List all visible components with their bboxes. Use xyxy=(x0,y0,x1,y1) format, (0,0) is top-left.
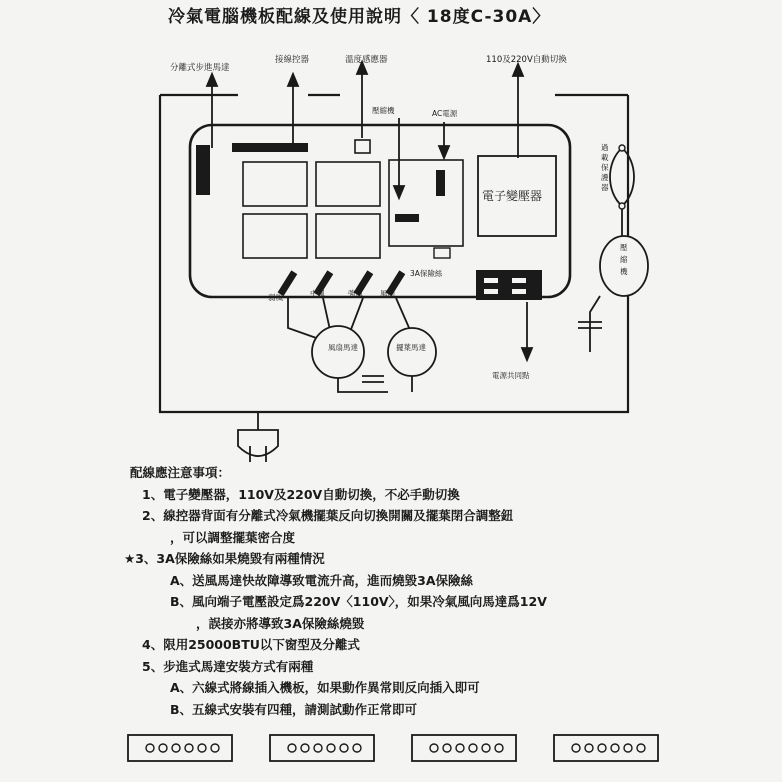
label-fan-motor: 風扇馬達 xyxy=(328,343,358,352)
label-fuse: 3A保險絲 xyxy=(410,269,443,278)
terminal-slot-3 xyxy=(484,289,498,294)
power-plug xyxy=(238,430,278,456)
wire-high xyxy=(350,298,363,332)
label-swing-motor: 擺葉馬達 xyxy=(396,343,426,352)
connector-1-pin xyxy=(185,744,193,752)
label-auto-switch: 110及220V自動切換 xyxy=(486,55,567,65)
connector-3-pin xyxy=(456,744,464,752)
document-title: 冷氣電腦機板配線及使用說明〈 18度C-30A〉 xyxy=(168,7,551,27)
connector-2-pin xyxy=(353,744,361,752)
relay-block-4 xyxy=(316,214,380,258)
label-ac-power: AC電源 xyxy=(432,109,458,118)
note-3b: B、風向端子電壓設定爲220V〈110V〉，如果冷氣風向馬達爲12V xyxy=(170,594,547,609)
connector-1-pin xyxy=(198,744,206,752)
overload-terminal-1 xyxy=(619,145,625,151)
stepper-arrow xyxy=(207,74,217,86)
connector-2-pin xyxy=(288,744,296,752)
star-icon: ★ xyxy=(124,551,136,566)
connector-4-pin xyxy=(585,744,593,752)
label-overload: 過載保護器 xyxy=(601,143,609,192)
wire-low xyxy=(288,298,322,340)
note-3c: ，誤接亦將導致3A保險絲燒毀 xyxy=(196,615,365,631)
connector-3-pin xyxy=(430,744,438,752)
connector-diagrams xyxy=(128,735,658,761)
label-stepper: 分離式步進馬達 xyxy=(170,63,230,73)
swing-motor xyxy=(388,328,436,376)
label-controller: 接線控器 xyxy=(275,55,310,65)
terminal-strip xyxy=(476,270,542,300)
label-compressor: 壓縮機 xyxy=(620,243,628,276)
label-direction: 風向 xyxy=(380,289,395,298)
connector-1-pin xyxy=(159,744,167,752)
connector-4-pin xyxy=(637,744,645,752)
fuse-block xyxy=(434,248,450,258)
connector-4-pin xyxy=(611,744,619,752)
note-2: 2、線控器背面有分離式冷氣機擺葉反向切換開關及擺葉閉合調整鈕 xyxy=(142,508,514,523)
connector-4-pin xyxy=(598,744,606,752)
connector-2-pin xyxy=(314,744,322,752)
connector-3-pin xyxy=(469,744,477,752)
fan-motor xyxy=(312,326,364,378)
wiring-notes xyxy=(124,462,690,720)
wire-fan-common xyxy=(338,378,388,392)
connector-2-pin xyxy=(301,744,309,752)
note-3-text: 3、3A保險絲如果燒毀有兩種情況 xyxy=(135,551,325,566)
connector-1-pin xyxy=(146,744,154,752)
compressor-relay xyxy=(389,160,463,246)
stepper-connector xyxy=(196,145,210,195)
auto-switch-arrow xyxy=(513,64,523,76)
note-5a: A、六線式將線插入機板，如果動作異常則反向插入即可 xyxy=(170,680,480,695)
label-low: 弱風 xyxy=(268,293,283,302)
terminal-slot-1 xyxy=(484,278,498,283)
relay-block-3 xyxy=(243,214,307,258)
overload-protector xyxy=(610,148,634,206)
notes-heading: 配線應注意事項： xyxy=(130,465,231,480)
connector-3-pin xyxy=(443,744,451,752)
wire-direction xyxy=(396,298,410,330)
connector-2-pin xyxy=(340,744,348,752)
terminal-slot-2 xyxy=(512,278,526,283)
label-temp-sensor: 溫度感應器 xyxy=(345,55,388,65)
connector-1-pin xyxy=(211,744,219,752)
note-5b: B、五線式安裝有四種，請測試動作正常即可 xyxy=(170,701,418,717)
connector-3-pin xyxy=(495,744,503,752)
connector-3-pin xyxy=(482,744,490,752)
connector-2-pin xyxy=(327,744,335,752)
label-transformer: 電子變壓器 xyxy=(482,189,543,203)
note-2-continued: ，可以調整擺葉密合度 xyxy=(170,529,296,545)
note-4: 4、限用25000BTU以下窗型及分離式 xyxy=(142,637,360,652)
controller-arrow xyxy=(288,74,298,86)
connector-4-pin xyxy=(572,744,580,752)
relay-contact-1 xyxy=(436,170,445,196)
compressor-relay-arrow xyxy=(394,186,404,198)
label-high: 強風 xyxy=(348,289,363,298)
label-compressor-line: 壓縮機 xyxy=(372,106,395,115)
relay-block-1 xyxy=(243,162,307,206)
wire-mid xyxy=(323,298,330,330)
label-mid: 中風 xyxy=(310,289,325,298)
note-1: 1、電子變壓器，110V及220V自動切換，不必手動切換 xyxy=(142,486,460,502)
label-common: 電源共同點 xyxy=(492,371,530,380)
overload-terminal-2 xyxy=(619,203,625,209)
controller-connector xyxy=(232,143,308,152)
note-3a: A、送風馬達快故障導致電流升高，進而燒毀3A保險絲 xyxy=(170,572,474,588)
common-arrow xyxy=(522,348,532,360)
relay-block-2 xyxy=(316,162,380,206)
temp-sensor-block xyxy=(355,140,370,153)
ac-power-arrow xyxy=(439,146,449,158)
note-5: 5、步進式馬達安裝方式有兩種 xyxy=(142,658,314,674)
note-3 xyxy=(124,548,690,570)
connector-1-pin xyxy=(172,744,180,752)
terminal-slot-4 xyxy=(512,289,526,294)
connector-4-pin xyxy=(624,744,632,752)
relay-contact-2 xyxy=(395,214,419,222)
wire-capacitor xyxy=(590,296,600,352)
